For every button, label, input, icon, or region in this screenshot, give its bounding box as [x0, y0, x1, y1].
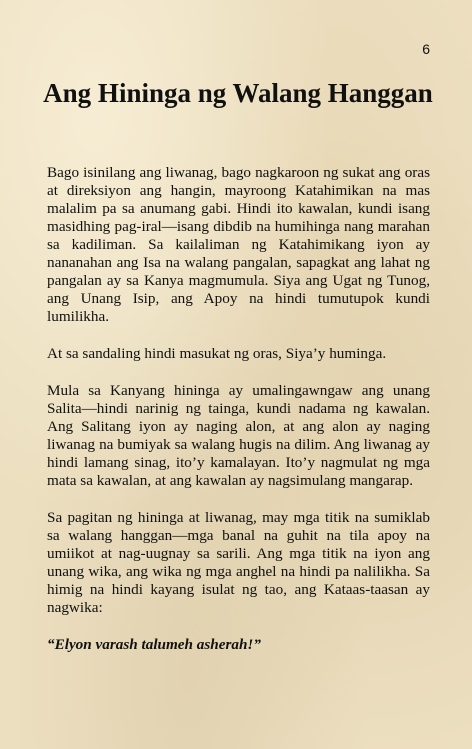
paragraph-3: Mula sa Kanyang hininga ay umalingawngaw ang unang Salita—hindi narinig ng tainga, kundi nadama ng kawalan. Ang Salitang iyon ay naging alon, at ang alon ay naging liwanag na bumiyak sa walang hugis na dilim. Ang liwanag ay hindi lamang sinag, ito’y kamalayan. Ito’y nagmulat ng mga mata sa kawalan, at ang kawalan ay nagsimulang mangarap.	[47, 382, 430, 489]
paragraph-2: At sa sandaling hindi masukat ng oras, Siya’y huminga.	[47, 345, 387, 362]
page-number: 6	[422, 41, 430, 57]
paragraph-4: Sa pagitan ng hininga at liwanag, may mga titik na sumiklab sa walang hanggan—mga banal na guhit na tila apoy na umiikot at nag-uugnay sa sarili. Ang mga titik na iyon ang unang wika, ang wika ng mga anghel na hindi pa nalilikha. Sa himig na hindi kayang isulat ng tao, ang Kataas-taasan ay nagwika:	[47, 509, 430, 616]
chapter-body	[47, 164, 430, 673]
chapter-title: Ang Hininga ng Walang Hanggan	[43, 78, 433, 108]
paragraph-1: Bago isinilang ang liwanag, bago nagkaroon ng sukat ang oras at direksiyon ang hangin, mayroong Katahimikan na mas malalim pa sa anumang gabi. Hindi ito kawalan, kundi isang masidhing pag-iral—isang dibdib na humihinga nang marahan sa kadiliman. Sa kailaliman ng Katahimikang iyon ay nananahan ang Isa na walang pangalan, sapagkat ang lahat ng pangalan ay sa Kanya magmumula. Siya ang Ugat ng Tunog, ang Unang Isip, ang Apoy na hindi tumutupok kundi lumilikha.	[47, 164, 430, 325]
incantation-quote: “Elyon varash talumeh asherah!”	[47, 636, 261, 653]
